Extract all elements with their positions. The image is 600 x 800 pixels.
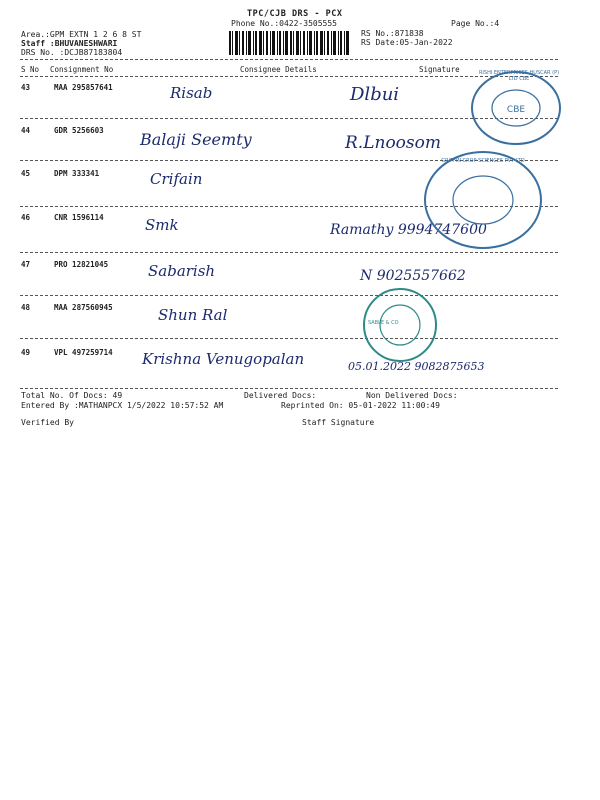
row-sno: 44 <box>21 126 31 135</box>
row-sno: 47 <box>21 260 31 269</box>
row-signature: 05.01.2022 9082875653 <box>348 360 485 373</box>
row-signature: Ramathy 9994747600 <box>330 222 487 238</box>
rs-date: RS Date:05-Jan-2022 <box>361 38 453 47</box>
row-sno: 43 <box>21 83 31 92</box>
page-number: Page No.:4 <box>451 19 500 28</box>
company-stamp-2 <box>415 150 565 260</box>
row-consignment: MAA 287560945 <box>54 303 113 312</box>
rs-number: RS No.:871838 <box>361 29 424 38</box>
row-consignee: Risab <box>170 84 213 102</box>
non-delivered-docs: Non Delivered Docs: <box>366 391 458 400</box>
row-consignee: Balaji Seemty <box>140 130 252 149</box>
doc-title: TPC/CJB DRS - PCX <box>247 9 343 19</box>
col-header-sno: S No <box>21 65 40 74</box>
row-signature: N 9025557662 <box>360 268 466 284</box>
row-divider <box>20 388 558 389</box>
row-consignee: Sabarish <box>148 262 216 280</box>
area-label: Area.:GPM EXTN 1 2 6 8 ST <box>21 30 142 39</box>
row-sno: 46 <box>21 213 31 222</box>
barcode <box>229 31 351 55</box>
row-consignment: GDR 5256603 <box>54 126 104 135</box>
phone-number: Phone No.:0422-3505555 <box>231 19 337 28</box>
verified-by: Verified By <box>21 418 74 427</box>
staff-label: Staff :BHUVANESHWARI <box>21 39 118 48</box>
row-consignment: MAA 295857641 <box>54 83 113 92</box>
stamp-2-text: GRIFFIN CROP SCIENCES PVT LTD <box>441 158 525 164</box>
row-consignment: VPL 497259714 <box>54 348 113 357</box>
drs-number: DRS No. :DCJB87183804 <box>21 48 123 57</box>
delivered-docs: Delivered Docs: <box>244 391 317 400</box>
row-consignee: Krishna Venugopalan <box>142 350 305 368</box>
col-header-signature: Signature <box>419 65 460 74</box>
divider-top <box>20 59 558 60</box>
entered-by: Entered By :MATHANPCX 1/5/2022 10:57:52 AM <box>21 401 224 410</box>
row-signature: Dlbui <box>350 84 400 105</box>
row-sno: 49 <box>21 348 31 357</box>
row-consignee: Crifain <box>150 170 203 188</box>
stamp-1-text: RISHI ENTERPRISES HUSCAR (P) LTD CBE <box>478 70 560 82</box>
row-consignee: Smk <box>145 216 179 234</box>
row-consignment: PRO 12821045 <box>54 260 109 269</box>
svg-text:CBE: CBE <box>506 105 526 115</box>
staff-signature: Staff Signature <box>302 418 375 427</box>
col-header-consignee: Consignee Details <box>240 65 317 74</box>
row-sno: 48 <box>21 303 31 312</box>
row-divider <box>20 338 558 339</box>
row-consignee: Shun Ral <box>158 306 228 324</box>
row-consignment: CNR 1596114 <box>54 213 104 222</box>
row-sno: 45 <box>21 169 31 178</box>
row-divider <box>20 295 558 296</box>
total-docs: Total No. Of Docs: 49 <box>21 391 123 400</box>
row-consignment: DPM 333341 <box>54 169 100 178</box>
reprinted-on: Reprinted On: 05-01-2022 11:00:49 <box>281 401 440 410</box>
col-header-consignment: Consignment No <box>50 65 114 74</box>
row-signature: R.Lnoosom <box>345 133 441 153</box>
stamp-3-text: SABLE & CO <box>368 320 399 326</box>
